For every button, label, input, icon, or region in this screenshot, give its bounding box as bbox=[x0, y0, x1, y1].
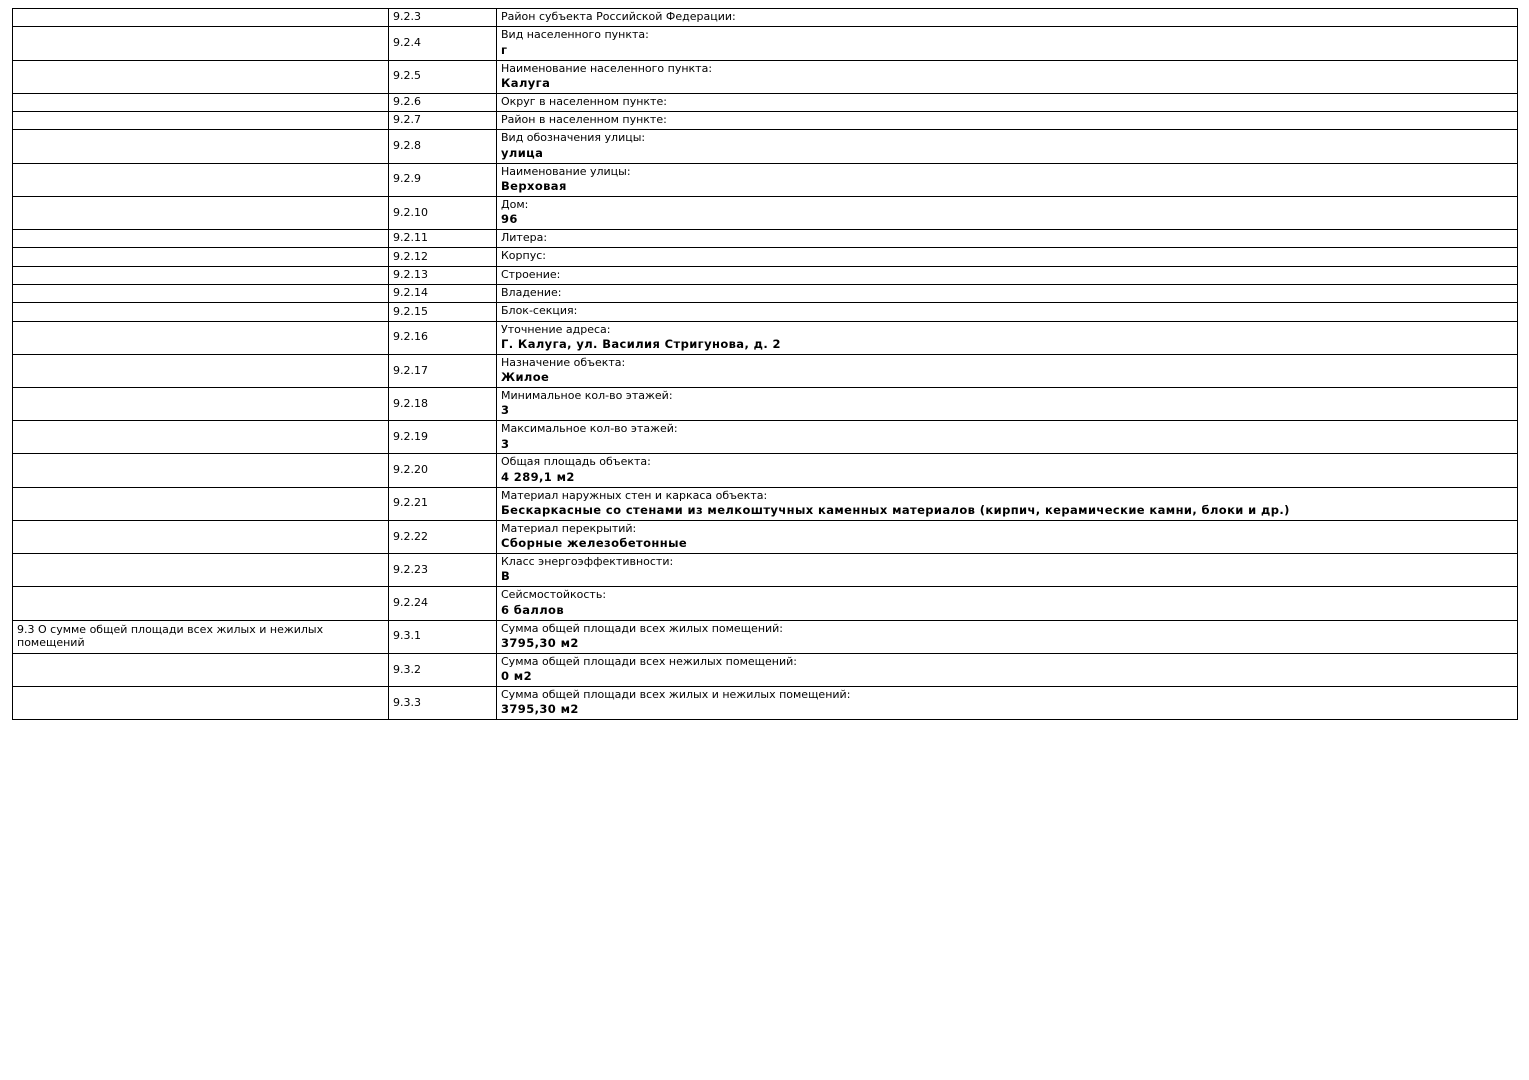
table-row bbox=[13, 230, 1518, 248]
table-row bbox=[13, 687, 1518, 720]
code-cell: 9.2.21 bbox=[389, 487, 497, 520]
field-label: Назначение объекта: bbox=[501, 355, 626, 369]
field-label: Сумма общей площади всех нежилых помещений: bbox=[501, 654, 797, 668]
code-cell: 9.2.19 bbox=[389, 421, 497, 454]
value-cell bbox=[497, 248, 1518, 266]
code-cell: 9.2.12 bbox=[389, 248, 497, 266]
value-cell bbox=[497, 112, 1518, 130]
table-row bbox=[13, 112, 1518, 130]
field-label: Округ в населенном пункте: bbox=[501, 94, 667, 108]
section-cell bbox=[13, 421, 389, 454]
table-row bbox=[13, 284, 1518, 302]
field-label: Литера: bbox=[501, 231, 548, 245]
field-value: 3 bbox=[501, 436, 510, 451]
code-cell: 9.2.11 bbox=[389, 230, 497, 248]
value-cell bbox=[497, 60, 1518, 93]
table-row bbox=[13, 554, 1518, 587]
value-cell bbox=[497, 321, 1518, 354]
table-row bbox=[13, 163, 1518, 196]
section-cell bbox=[13, 388, 389, 421]
value-cell bbox=[497, 266, 1518, 284]
section-cell bbox=[13, 112, 389, 130]
value-cell bbox=[497, 93, 1518, 111]
field-label: Материал перекрытий: bbox=[501, 521, 637, 535]
value-cell bbox=[497, 388, 1518, 421]
field-value: 3795,30 м2 bbox=[501, 702, 579, 717]
value-cell bbox=[497, 421, 1518, 454]
code-cell: 9.2.8 bbox=[389, 130, 497, 163]
code-cell: 9.2.13 bbox=[389, 266, 497, 284]
value-cell bbox=[497, 163, 1518, 196]
code-cell: 9.2.24 bbox=[389, 587, 497, 620]
field-label: Общая площадь объекта: bbox=[501, 455, 651, 469]
table-row bbox=[13, 587, 1518, 620]
value-cell bbox=[497, 653, 1518, 686]
code-cell: 9.2.5 bbox=[389, 60, 497, 93]
field-value: 6 баллов bbox=[501, 602, 565, 617]
section-cell bbox=[13, 687, 389, 720]
value-cell bbox=[497, 284, 1518, 302]
code-cell: 9.2.16 bbox=[389, 321, 497, 354]
field-label: Наименование населенного пункта: bbox=[501, 61, 713, 75]
value-cell bbox=[497, 9, 1518, 27]
section-cell bbox=[13, 554, 389, 587]
value-cell bbox=[497, 230, 1518, 248]
table-row bbox=[13, 9, 1518, 27]
value-cell bbox=[497, 554, 1518, 587]
section-cell bbox=[13, 520, 389, 553]
table-row bbox=[13, 620, 1518, 653]
field-value: Жилое bbox=[501, 370, 550, 385]
field-value: 3795,30 м2 bbox=[501, 635, 579, 650]
field-label: Район в населенном пункте: bbox=[501, 113, 667, 127]
section-cell bbox=[13, 130, 389, 163]
value-cell bbox=[497, 27, 1518, 60]
section-cell bbox=[13, 163, 389, 196]
value-cell bbox=[497, 587, 1518, 620]
section-cell bbox=[13, 487, 389, 520]
section-cell bbox=[13, 321, 389, 354]
field-value: г bbox=[501, 42, 508, 57]
table-row bbox=[13, 520, 1518, 553]
section-cell bbox=[13, 303, 389, 321]
table-row bbox=[13, 421, 1518, 454]
field-label: Максимальное кол-во этажей: bbox=[501, 422, 678, 436]
field-label: Минимальное кол-во этажей: bbox=[501, 389, 673, 403]
field-label: Сумма общей площади всех жилых помещений: bbox=[501, 621, 784, 635]
field-value: 4 289,1 м2 bbox=[501, 469, 575, 484]
code-cell: 9.2.7 bbox=[389, 112, 497, 130]
table-row bbox=[13, 60, 1518, 93]
code-cell: 9.3.3 bbox=[389, 687, 497, 720]
field-value: Калуга bbox=[501, 75, 551, 90]
table-row bbox=[13, 27, 1518, 60]
object-characteristics-table bbox=[12, 8, 1518, 720]
value-cell bbox=[497, 454, 1518, 487]
code-cell: 9.2.6 bbox=[389, 93, 497, 111]
value-cell bbox=[497, 354, 1518, 387]
code-cell: 9.2.10 bbox=[389, 196, 497, 229]
table-row bbox=[13, 487, 1518, 520]
section-cell bbox=[13, 587, 389, 620]
code-cell: 9.3.2 bbox=[389, 653, 497, 686]
field-value: Сборные железобетонные bbox=[501, 536, 688, 551]
table-row bbox=[13, 196, 1518, 229]
field-label: Материал наружных стен и каркаса объекта: bbox=[501, 488, 768, 502]
field-value: Верховая bbox=[501, 178, 567, 193]
field-value: 3 bbox=[501, 403, 510, 418]
code-cell: 9.3.1 bbox=[389, 620, 497, 653]
code-cell: 9.2.23 bbox=[389, 554, 497, 587]
section-cell bbox=[13, 454, 389, 487]
field-value: В bbox=[501, 569, 511, 584]
table-row bbox=[13, 266, 1518, 284]
section-cell bbox=[13, 248, 389, 266]
field-value: Бескаркасные со стенами из мелкоштучных каменных материалов (кирпич, керамические камни, блоки и др.) bbox=[501, 503, 1290, 518]
field-value: 96 bbox=[501, 212, 518, 227]
table-row bbox=[13, 93, 1518, 111]
code-cell: 9.2.4 bbox=[389, 27, 497, 60]
field-label: Вид населенного пункта: bbox=[501, 28, 649, 42]
table-row bbox=[13, 354, 1518, 387]
table-row bbox=[13, 653, 1518, 686]
field-label: Класс энергоэффективности: bbox=[501, 555, 674, 569]
section-cell bbox=[13, 93, 389, 111]
field-label: Владение: bbox=[501, 285, 562, 299]
section-cell bbox=[13, 653, 389, 686]
section-cell bbox=[13, 27, 389, 60]
value-cell bbox=[497, 487, 1518, 520]
section-cell bbox=[13, 284, 389, 302]
field-label: Дом: bbox=[501, 197, 529, 211]
section-cell: 9.3 О сумме общей площади всех жилых и нежилых помещений bbox=[13, 620, 389, 653]
field-label: Вид обозначения улицы: bbox=[501, 131, 646, 145]
table-row bbox=[13, 248, 1518, 266]
field-value: улица bbox=[501, 145, 544, 160]
table-row bbox=[13, 454, 1518, 487]
code-cell: 9.2.22 bbox=[389, 520, 497, 553]
field-label: Сейсмостойкость: bbox=[501, 588, 607, 602]
field-value: 0 м2 bbox=[501, 669, 533, 684]
code-cell: 9.2.14 bbox=[389, 284, 497, 302]
section-cell bbox=[13, 230, 389, 248]
code-cell: 9.2.18 bbox=[389, 388, 497, 421]
field-label: Район субъекта Российской Федерации: bbox=[501, 10, 736, 23]
table-row bbox=[13, 388, 1518, 421]
field-label: Блок-секция: bbox=[501, 304, 578, 318]
value-cell bbox=[497, 196, 1518, 229]
table-row bbox=[13, 321, 1518, 354]
field-value: Г. Калуга, ул. Василия Стригунова, д. 2 bbox=[501, 336, 781, 351]
value-cell bbox=[497, 130, 1518, 163]
section-cell bbox=[13, 60, 389, 93]
field-label: Корпус: bbox=[501, 249, 546, 263]
table-body bbox=[13, 9, 1518, 720]
section-cell bbox=[13, 266, 389, 284]
field-label: Сумма общей площади всех жилых и нежилых помещений: bbox=[501, 688, 851, 702]
table-row bbox=[13, 130, 1518, 163]
value-cell bbox=[497, 620, 1518, 653]
field-label: Строение: bbox=[501, 267, 561, 281]
code-cell: 9.2.3 bbox=[389, 9, 497, 27]
field-label: Наименование улицы: bbox=[501, 164, 631, 178]
code-cell: 9.2.17 bbox=[389, 354, 497, 387]
field-label: Уточнение адреса: bbox=[501, 322, 611, 336]
section-cell bbox=[13, 196, 389, 229]
section-cell bbox=[13, 354, 389, 387]
value-cell bbox=[497, 520, 1518, 553]
table-row bbox=[13, 303, 1518, 321]
code-cell: 9.2.15 bbox=[389, 303, 497, 321]
code-cell: 9.2.20 bbox=[389, 454, 497, 487]
value-cell bbox=[497, 303, 1518, 321]
section-cell bbox=[13, 9, 389, 27]
code-cell: 9.2.9 bbox=[389, 163, 497, 196]
value-cell bbox=[497, 687, 1518, 720]
